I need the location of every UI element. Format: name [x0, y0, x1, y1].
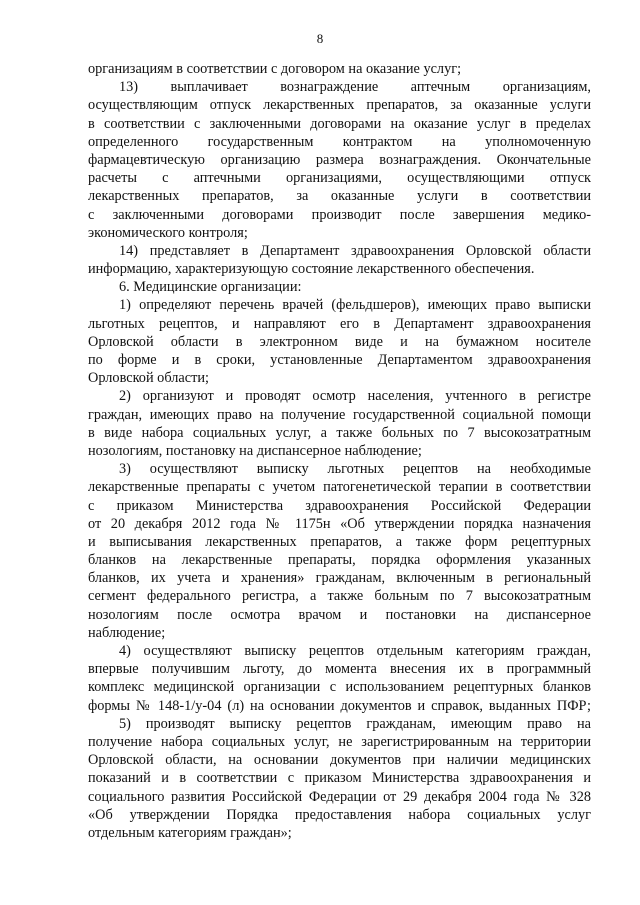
text-line: 14) представляет в Департамент здравоохранения Орловской области: [119, 242, 591, 259]
text-line: с приказом Министерства здравоохранения Российской Федерации: [88, 497, 591, 514]
text-line: получение набора социальных услуг, не зарегистрированным на территории: [88, 733, 591, 750]
text-line: 3) осуществляют выписку льготных рецептов на необходимые: [119, 461, 591, 478]
text-line: и выписывания лекарственных препаратов, а также форм рецептурных: [88, 533, 591, 550]
text-line: бланков, их учета и хранения» гражданам, включенным в региональный: [88, 570, 591, 587]
text-line: формы № 148-1/у-04 (л) на основании документов и справок, выданных ПФР;: [88, 697, 591, 714]
text-line: экономического контроля;: [88, 224, 248, 241]
text-line: от 20 декабря 2012 года № 1175н «Об утверждении порядка назначения: [88, 515, 591, 532]
text-line: бланков на лекарственные препараты, порядка оформления указанных: [88, 552, 591, 569]
text-line: осуществляющим отпуск лекарственных препаратов, за оказанные услуги: [88, 97, 591, 114]
text-line: 6. Медицинские организации:: [119, 279, 302, 296]
text-line: с заключенными договорами производит после завершения медико-: [88, 206, 591, 223]
document-body: [88, 60, 591, 842]
text-line: 4) осуществляют выписку рецептов отдельным категориям граждан,: [119, 643, 591, 659]
text-line: организациям в соответствии с договором на оказание услуг;: [88, 61, 462, 77]
text-line: комплекс медицинской организации с использованием рецептурных бланков: [88, 679, 591, 696]
text-line: лекарственных препаратов, за оказанные услуги в соответствии: [88, 188, 591, 205]
text-line: льготных рецептов, и направляют его в Департамент здравоохранения: [88, 315, 591, 332]
text-line: 5) производят выписку рецептов гражданам, имеющим право на: [119, 715, 591, 732]
page-number: 8: [316, 31, 324, 46]
text-line: в виде набора социальных услуг, а также больных по 7 высокозатратным: [88, 424, 591, 441]
text-line: расчеты с аптечными организациями, осуществляющими отпуск: [88, 170, 591, 187]
text-line: граждан, имеющих право на получение государственной социальной помощи: [88, 406, 591, 423]
text-line: показаний и в соответствии с приказом Министерства здравоохранения и: [88, 770, 591, 787]
text-line: наблюдение;: [88, 624, 166, 641]
text-line: лекарственные препараты с учетом патогенетической терапии в соответствии: [88, 479, 591, 496]
text-line: сегмент федерального регистра, а также больным по 7 высокозатратным: [88, 588, 591, 605]
text-line: Орловской области;: [88, 370, 209, 387]
text-line: информацию, характеризующую состояние лекарственного обеспечения.: [88, 261, 535, 278]
text-line: «Об утверждении Порядка предоставления набора социальных услуг: [88, 806, 591, 823]
text-line: в соответствии с заключенными договорами на оказание услуг в пределах: [88, 115, 591, 132]
text-line: 2) организуют и проводят осмотр населения, учтенного в регистре: [119, 388, 591, 405]
text-line: по форме и в сроки, установленные Департаментом здравоохранения: [88, 352, 591, 368]
text-line: Орловской области, на основании документов при наличии медицинских: [88, 752, 591, 769]
text-line: социального развития Российской Федерации от 29 декабря 2004 года № 328: [88, 788, 591, 805]
text-line: Орловской области в электронном виде и на бумажном носителе: [88, 333, 591, 350]
text-line: отдельным категориям граждан»;: [88, 824, 292, 841]
text-line: определенного государственным контрактом на уполномоченную: [88, 133, 591, 150]
text-line: фармацевтическую организацию размера вознаграждения. Окончательные: [88, 151, 591, 168]
text-line: нозологиям после осмотра врачом и постановки на диспансерное: [88, 606, 591, 623]
text-line: 13) выплачивает вознаграждение аптечным организациям,: [119, 79, 591, 96]
text-line: нозологиям, постановку на диспансерное наблюдение;: [88, 442, 422, 459]
text-line: 1) определяют перечень врачей (фельдшеров), имеющих право выписки: [119, 297, 591, 314]
text-line: впервые получившим льготу, до момента внесения их в программный: [88, 661, 591, 678]
